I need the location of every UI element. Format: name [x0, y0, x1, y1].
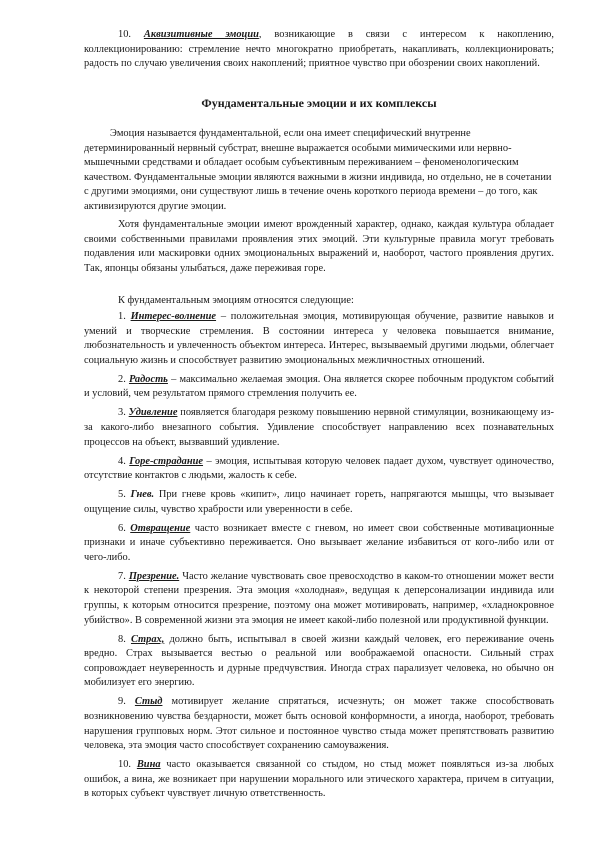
item-term: Интерес-волнение	[130, 311, 217, 322]
item-term: Отвращение	[130, 522, 191, 534]
item-number: 6.	[118, 522, 126, 534]
emotion-list	[84, 310, 554, 806]
list-item	[84, 488, 554, 517]
item-text: появляется благодаря резкому повышению нервной стимуляции, возникающему из-за какого-либо внезапного события. Удивление способствует направлению всех познавательных процессов на объект, вызвавший удивление.	[84, 407, 554, 448]
list-item	[84, 455, 554, 484]
item-term: Горе-страдание	[129, 455, 204, 467]
section-heading: Фундаментальные эмоции и их комплексы	[201, 96, 437, 110]
paragraph-item-10-acquisitive	[84, 28, 554, 72]
item-text: мотивирует желание спрятаться, исчезнуть; он может также способствовать возникновению чувства бездарности, может быть основой конформности, а иногда, наоборот, требовать нарушения групповых норм. Этот сильное и постоянное чувство стыда может препятствовать развитию человека, эта эмоция часто способствует сохранению самоуважения.	[84, 696, 554, 752]
item-term: Страх,	[130, 633, 165, 645]
item-number: 5.	[118, 489, 126, 501]
item-text: Часто желание чувствовать свое превосходство в каком-то отношении может вести к некоторой степени презрения. Эта эмоция «холодная», ведущая к деперсонализации индивида или группы, к которым относится презрение, поэтому она может мотивировать, например, «хладнокровное убийство». В современной жизни эта эмоция не имеет какой-либо полезной или продуктивной функции.	[84, 570, 554, 626]
item-number: 10.	[118, 29, 131, 40]
item-term: Аквизитивные эмоции	[143, 29, 259, 40]
intro-text-3: К фундаментальным эмоциям относятся следующие:	[118, 295, 354, 306]
item-number: 9.	[118, 696, 126, 708]
item-number: 2.	[118, 373, 126, 385]
item-text: , возникающие в связи с интересом к накоплению, коллекционированию: стремление нечто многократно приобретать, накапливать, коллекционировать; радость по случаю увеличения своих накоплений; приятное чувство при обозрении своих накоплений.	[84, 29, 554, 70]
list-item	[84, 758, 554, 802]
item-term: Стыд	[134, 696, 163, 708]
list-item	[84, 695, 554, 753]
item-text: – максимально желаемая эмоция. Она является скорее побочным продуктом событий и условий, чем результатом прямого стремления получить ее.	[84, 373, 554, 400]
item-number: 1.	[118, 311, 126, 322]
item-text: При гневе кровь «кипит», лицо начинает гореть, напрягаются мышцы, что вызывает ощущение силы, чувство храбрости или уверенности в себе.	[84, 489, 554, 515]
list-item	[84, 633, 554, 691]
item-term: Гнев.	[130, 489, 155, 501]
list-item	[84, 406, 554, 450]
item-number: 3.	[118, 407, 126, 419]
intro-paragraph-2	[84, 218, 554, 276]
item-number: 7.	[118, 570, 126, 582]
item-text: должно быть, испытывал в своей жизни каждый человек, его переживание очень вредно. Страх вызывается вестью о реальной или воображаемой опасности. Сильный страх сопровождает неуверенность и дурные предчувствия. Иногда страх парализует человека, но обычно он мобилизует его энергию.	[84, 633, 554, 689]
item-text: часто оказывается связанной со стыдом, но стыд может появляться из-за любых ошибок, а вина, же возникает при нарушении морального или этического характера, причем в ситуации, в которых субъект чувствует личную ответственность.	[84, 759, 554, 800]
item-text: – положительная эмоция, мотивирующая обучение, развитие навыков и умений и творческие стремления. В состоянии интереса у человека повышается внимание, любознательность и увлеченность объектом интереса. Интерес, вызываемый другими людьми, облегчает социальную жизнь и способствует развитию эмоциональных межличностных отношений.	[84, 311, 554, 366]
item-term: Радость	[128, 373, 168, 385]
list-item	[84, 522, 554, 566]
item-term: Удивление	[128, 407, 178, 419]
item-term: Вина	[136, 759, 161, 771]
list-item	[84, 310, 554, 368]
item-number: 4.	[118, 455, 126, 467]
intro-paragraph-3	[84, 294, 554, 309]
item-text: часто возникает вместе с гневом, но имеет свои собственные мотивационные признаки и иначе субъективно переживается. Оно вызывает желание избавиться от кого-либо или от чего-либо.	[84, 522, 554, 563]
intro-text-1: Эмоция называется фундаментальной, если она имеет специфический внутренне детерминированный нервный субстрат, внешне выражается особыми мимическими или нервно- мышечными средствами и обладает особым субъективным переживанием – феноменологическим качеством. Фундаментальные эмоции являются важными в жизни индивида, но отдельно, не в сочетании с другими эмоциями, они существуют лишь в течение очень короткого периода времени – до того, как активизируются другие эмоции.	[84, 128, 552, 212]
intro-text-2: Хотя фундаментальные эмоции имеют врожденный характер, однако, каждая культура обладает своими собственными правилами проявления этих эмоций. Эти культурные правила могут требовать подавления или маскировки одних эмоциональных выражений и, наоборот, частого проявления других. Так, японцы обязаны улыбаться, даже переживая горе.	[84, 219, 554, 274]
list-item	[84, 373, 554, 402]
intro-paragraph-1	[84, 127, 554, 215]
item-number: 10.	[118, 759, 131, 771]
item-term: Презрение.	[128, 570, 180, 582]
list-item	[84, 570, 554, 628]
item-number: 8.	[118, 633, 126, 645]
item-text: – эмоция, испытывая которую человек падает духом, чувствует одиночество, отсутствие контактов с людьми, жалость к себе.	[84, 455, 554, 482]
